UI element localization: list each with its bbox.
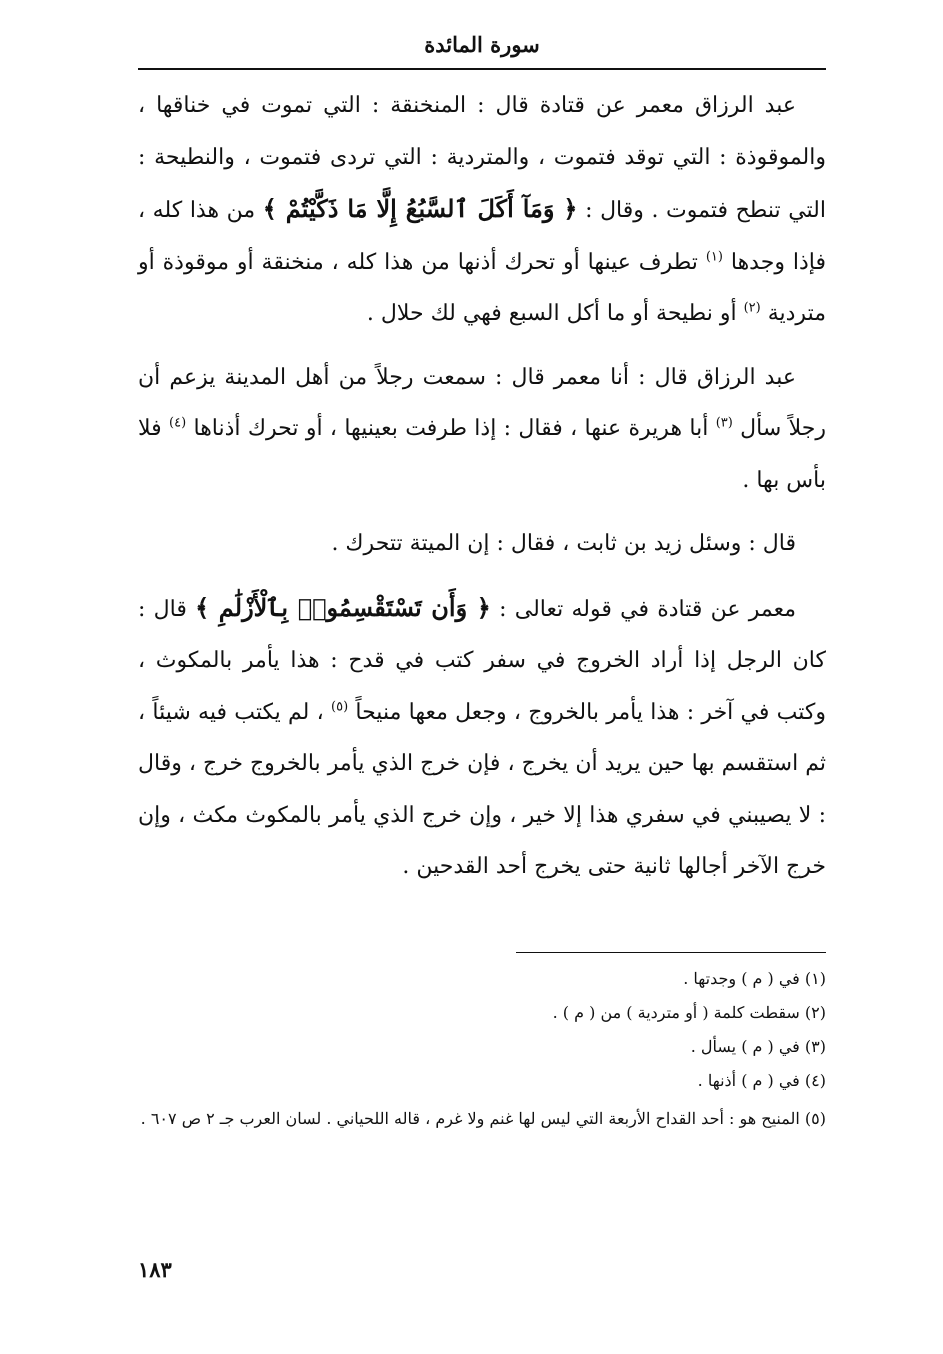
footnote-4: (٤) في ( م ) أذنها . [697,1071,826,1090]
paragraph-2: عبد الرزاق قال : أنا معمر قال : سمعت رجلاً من أهل المدينة يزعم أن رجلاً سأل $^{(٣)}$ أبا هريرة عنها ، فقال : إذا طرفت بعينيها ، أو تحرك أذناها $^{(٤)}$ فلا بأس بها . [138,364,826,493]
main-text [138,80,826,893]
paragraph-4: معمر عن قتادة في قوله تعالى : ﴿ وَأَن تَسْتَقْسِمُوا۟ بِٱلْأَزْلَٰمِ ﴾ قال : كان الرجل إذا أراد الخروج في سفر كتب في قدح : هذا يأمر بالمكوث ، وكتب في آخر : هذا يأمر بالخروج ، وجعل معها منيحاً $^{(٥)}$ ، لم يكتب فيه شيئاً ، ثم استقسم بها حين يريد أن يخرج ، فإن خرج الذي يأمر بالخروج خرج ، وقال : لا يصيبني في سفري هذا إلا خير ، وإن خرج الذي يأمر بالمكوث مكث ، وإن خرج الآخر أجالها ثانية حتى يخرج أحد القدحين . [138,592,826,879]
running-header: سورة المائدة [424,32,540,57]
footnote-marker: (٥) [331,699,349,715]
footnote-marker: (٤) [169,415,187,431]
footnotes [138,962,826,1136]
footnote-1: (١) في ( م ) وجدتها . [683,969,826,988]
paragraph-3: قال : وسئل زيد بن ثابت ، فقال : إن الميتة تتحرك . [331,531,796,556]
footnote-marker: (٢) [743,300,761,316]
quran-quote: ﴿ وَأَن تَسْتَقْسِمُوا۟ بِٱلْأَزْلَٰمِ ﴾ [195,592,491,622]
quran-quote: ﴿ وَمَآ أَكَلَ ٱلسَّبُعُ إِلَّا مَا ذَكَّيْتُمْ ﴾ [262,194,578,223]
footnote-3: (٣) في ( م ) يسأل . [690,1037,826,1056]
footnote-rule [516,952,826,953]
footnote-marker: (١) [705,249,723,265]
header-rule [138,68,826,70]
page-number: ١٨٣ [138,1257,172,1282]
footnote-5: (٥) المنيح هو : أحد القداح الأربعة التي ليس لها غنم ولا غرم ، قاله اللحياني . لسان العرب جـ ٢ ص ٦٠٧ . [140,1109,826,1128]
footnote-marker: (٣) [715,415,733,431]
paragraph-1: عبد الرزاق معمر عن قتادة قال : المنخنقة : التي تموت في خناقها ، والموقوذة : التي توقد فتموت ، والمتردية : التي تردى فتموت ، والنطيحة : التي تنطح فتموت . وقال : ﴿ وَمَآ أَكَلَ ٱلسَّبُعُ إِلَّا مَا ذَكَّيْتُمْ ﴾ من هذا كله ، فإذا وجدها $^{(١)}$ تطرف عينها أو تحرك أذنها من هذا كله ، منخنقة أو موقوذة أو متردية $^{(٢)}$ أو نطيحة أو ما أكل السبع فهي لك حلال . [138,93,826,326]
footnote-2: (٢) سقطت كلمة ( أو متردية ) من ( م ) . [552,1003,826,1022]
